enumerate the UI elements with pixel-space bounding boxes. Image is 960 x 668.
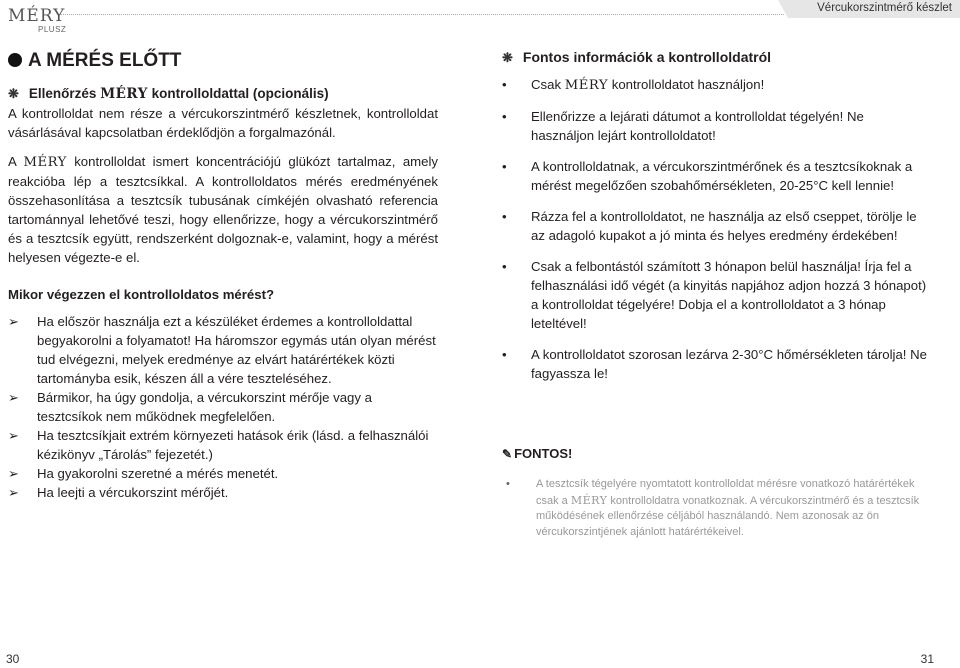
- brand-mery: MÉRY: [564, 78, 609, 93]
- list-item: ➢ Ha először használja ezt a készüléket érdemes a kontrolloldattal begyakorolni a folyamatot! Ha háromszor egymás után olyan mérést tud elvégezni, melyek eredménye az elvárt határértékek közti tartományba esik, készen áll a vére teszteléséhez.: [8, 314, 436, 386]
- bullet-icon: •: [502, 209, 507, 224]
- warning-title: ✎ FONTOS!: [502, 446, 573, 461]
- warning-box: [502, 446, 932, 540]
- right-column: [502, 48, 930, 395]
- bullet-icon: •: [502, 159, 507, 174]
- mery-plusz-logo: [8, 6, 68, 36]
- logo-main-text: MÉRY: [8, 6, 66, 26]
- description-paragraph: [8, 152, 438, 267]
- page-number-right: 31: [920, 652, 934, 666]
- list-item: ➢ Ha leejti a vércukorszint mérőjét.: [8, 485, 229, 500]
- page-title-text: A MÉRÉS ELŐTT: [28, 50, 182, 71]
- left-column: [8, 48, 438, 502]
- list-item: ➢ Ha tesztcsíkjait extrém környezeti hatások érik (lásd. a felhasználói kézikönyv „Tárolás” fejezetét.): [8, 428, 429, 462]
- page-title: [8, 48, 438, 74]
- info-heading: ❋ Fontos információk a kontrolloldatról: [502, 49, 772, 65]
- list-item: • A kontrolloldatnak, a vércukorszintmérőnek és a tesztcsíkoknak a mérést megelőzően szobahőmérsékleten, 20-25°C kell lennie!: [502, 159, 913, 193]
- arrow-icon: ➢: [8, 466, 20, 481]
- warning-text: • A tesztcsík tégelyére nyomtatott kontrolloldat mérésre vonatkozó határértékek csak a MÉRY kontrolloldatra vonatkoznak. A vércukorszintmérő és a tesztcsík működésének ellenőrzése céljából használandó. Nem azonosak az ön vércukorszintjének ajánlott határértékeivel.: [506, 478, 920, 538]
- question-heading: Mikor végezzen el kontrolloldatos mérést?: [8, 287, 275, 302]
- bullet-dot-icon: [8, 53, 22, 67]
- subtitle-post: kontrolloldattal (opcionális): [147, 86, 329, 101]
- list-item: • Ellenőrizze a lejárati dátumot a kontrolloldat tégelyén! Ne használjon lejárt kontrolloldatot!: [502, 109, 864, 143]
- arrow-icon: ➢: [8, 314, 20, 329]
- list-item: • A kontrolloldatot szorosan lezárva 2-30°C hőmérsékleten tárolja! Ne fagyassza le!: [502, 347, 927, 381]
- bullet-icon: •: [506, 478, 510, 490]
- bullet-icon: •: [502, 259, 507, 274]
- para2-post: kontrolloldat ismert koncentrációjú glükózt tartalmaz, amely reakcióba lép a tesztcsíkkal. A kontrolloldatos mérés eredményének összehasonlítása a tesztcsík tubusának címkéjén olvasható referencia tartománnyal lehetővé teszi, hogy ellenőrizze, hogy a vércukorszintmérő és a tesztcsík együtt, rendszerként dolgoznak-e, valamint, hogy a mérést helyesen végezte-e el.: [8, 154, 438, 265]
- bullet-icon: •: [502, 77, 507, 92]
- page-number-left: 30: [6, 652, 20, 666]
- list-item: ➢ Bármikor, ha úgy gondolja, a vércukorszint mérője vagy a tesztcsíkok nem működnek megfelelően.: [8, 390, 372, 424]
- list-item: ➢ Ha gyakorolni szeretné a mérés menetét.: [8, 466, 279, 481]
- pencil-icon: ✎: [502, 447, 513, 461]
- arrow-icon: ➢: [8, 485, 20, 500]
- section-tab: Vércukorszintmérő készlet: [788, 0, 960, 18]
- para2-pre: A: [8, 154, 24, 169]
- brand-mery: MÉRY: [570, 493, 608, 507]
- header-dotted-line: [60, 6, 784, 15]
- list-item: • Csak a felbontástól számított 3 hónapon belül használja! Írja fel a felhasználási idő végét (a kinyitás napjához adjon hozzá 3 hónapot) a kontrolloldat tégelyére! Dobja el a kontrolloldatot a 3 hónap leteltével!: [502, 259, 927, 331]
- arrow-icon: ➢: [8, 390, 20, 405]
- brand-mery: MÉRY: [23, 155, 67, 170]
- logo-sub-text: PLUSZ: [38, 25, 67, 34]
- info-list: [502, 75, 930, 383]
- brand-mery: MÉRY: [100, 86, 148, 102]
- intro-paragraph: A kontrolloldat nem része a vércukorszintmérő készletnek, kontrolloldat vásárlásával kapcsolatban érdeklődjön a forgalmazónál.: [8, 106, 438, 140]
- section-subtitle: [8, 84, 438, 104]
- bullet-icon: •: [502, 347, 507, 362]
- snowflake-icon: ❋: [502, 50, 513, 65]
- subtitle-pre: Ellenőrzés: [28, 86, 101, 101]
- list-item: • Rázza fel a kontrolloldatot, ne használja az első cseppet, törölje le az adagoló kupakot a jó minta és helyes eredmény érdekében!: [502, 209, 917, 243]
- list-item: • Csak MÉRY kontrolloldatot használjon!: [502, 77, 765, 93]
- when-to-test-list: [8, 312, 438, 502]
- bullet-icon: •: [502, 109, 507, 124]
- snowflake-icon: ❋: [8, 86, 19, 101]
- arrow-icon: ➢: [8, 428, 20, 443]
